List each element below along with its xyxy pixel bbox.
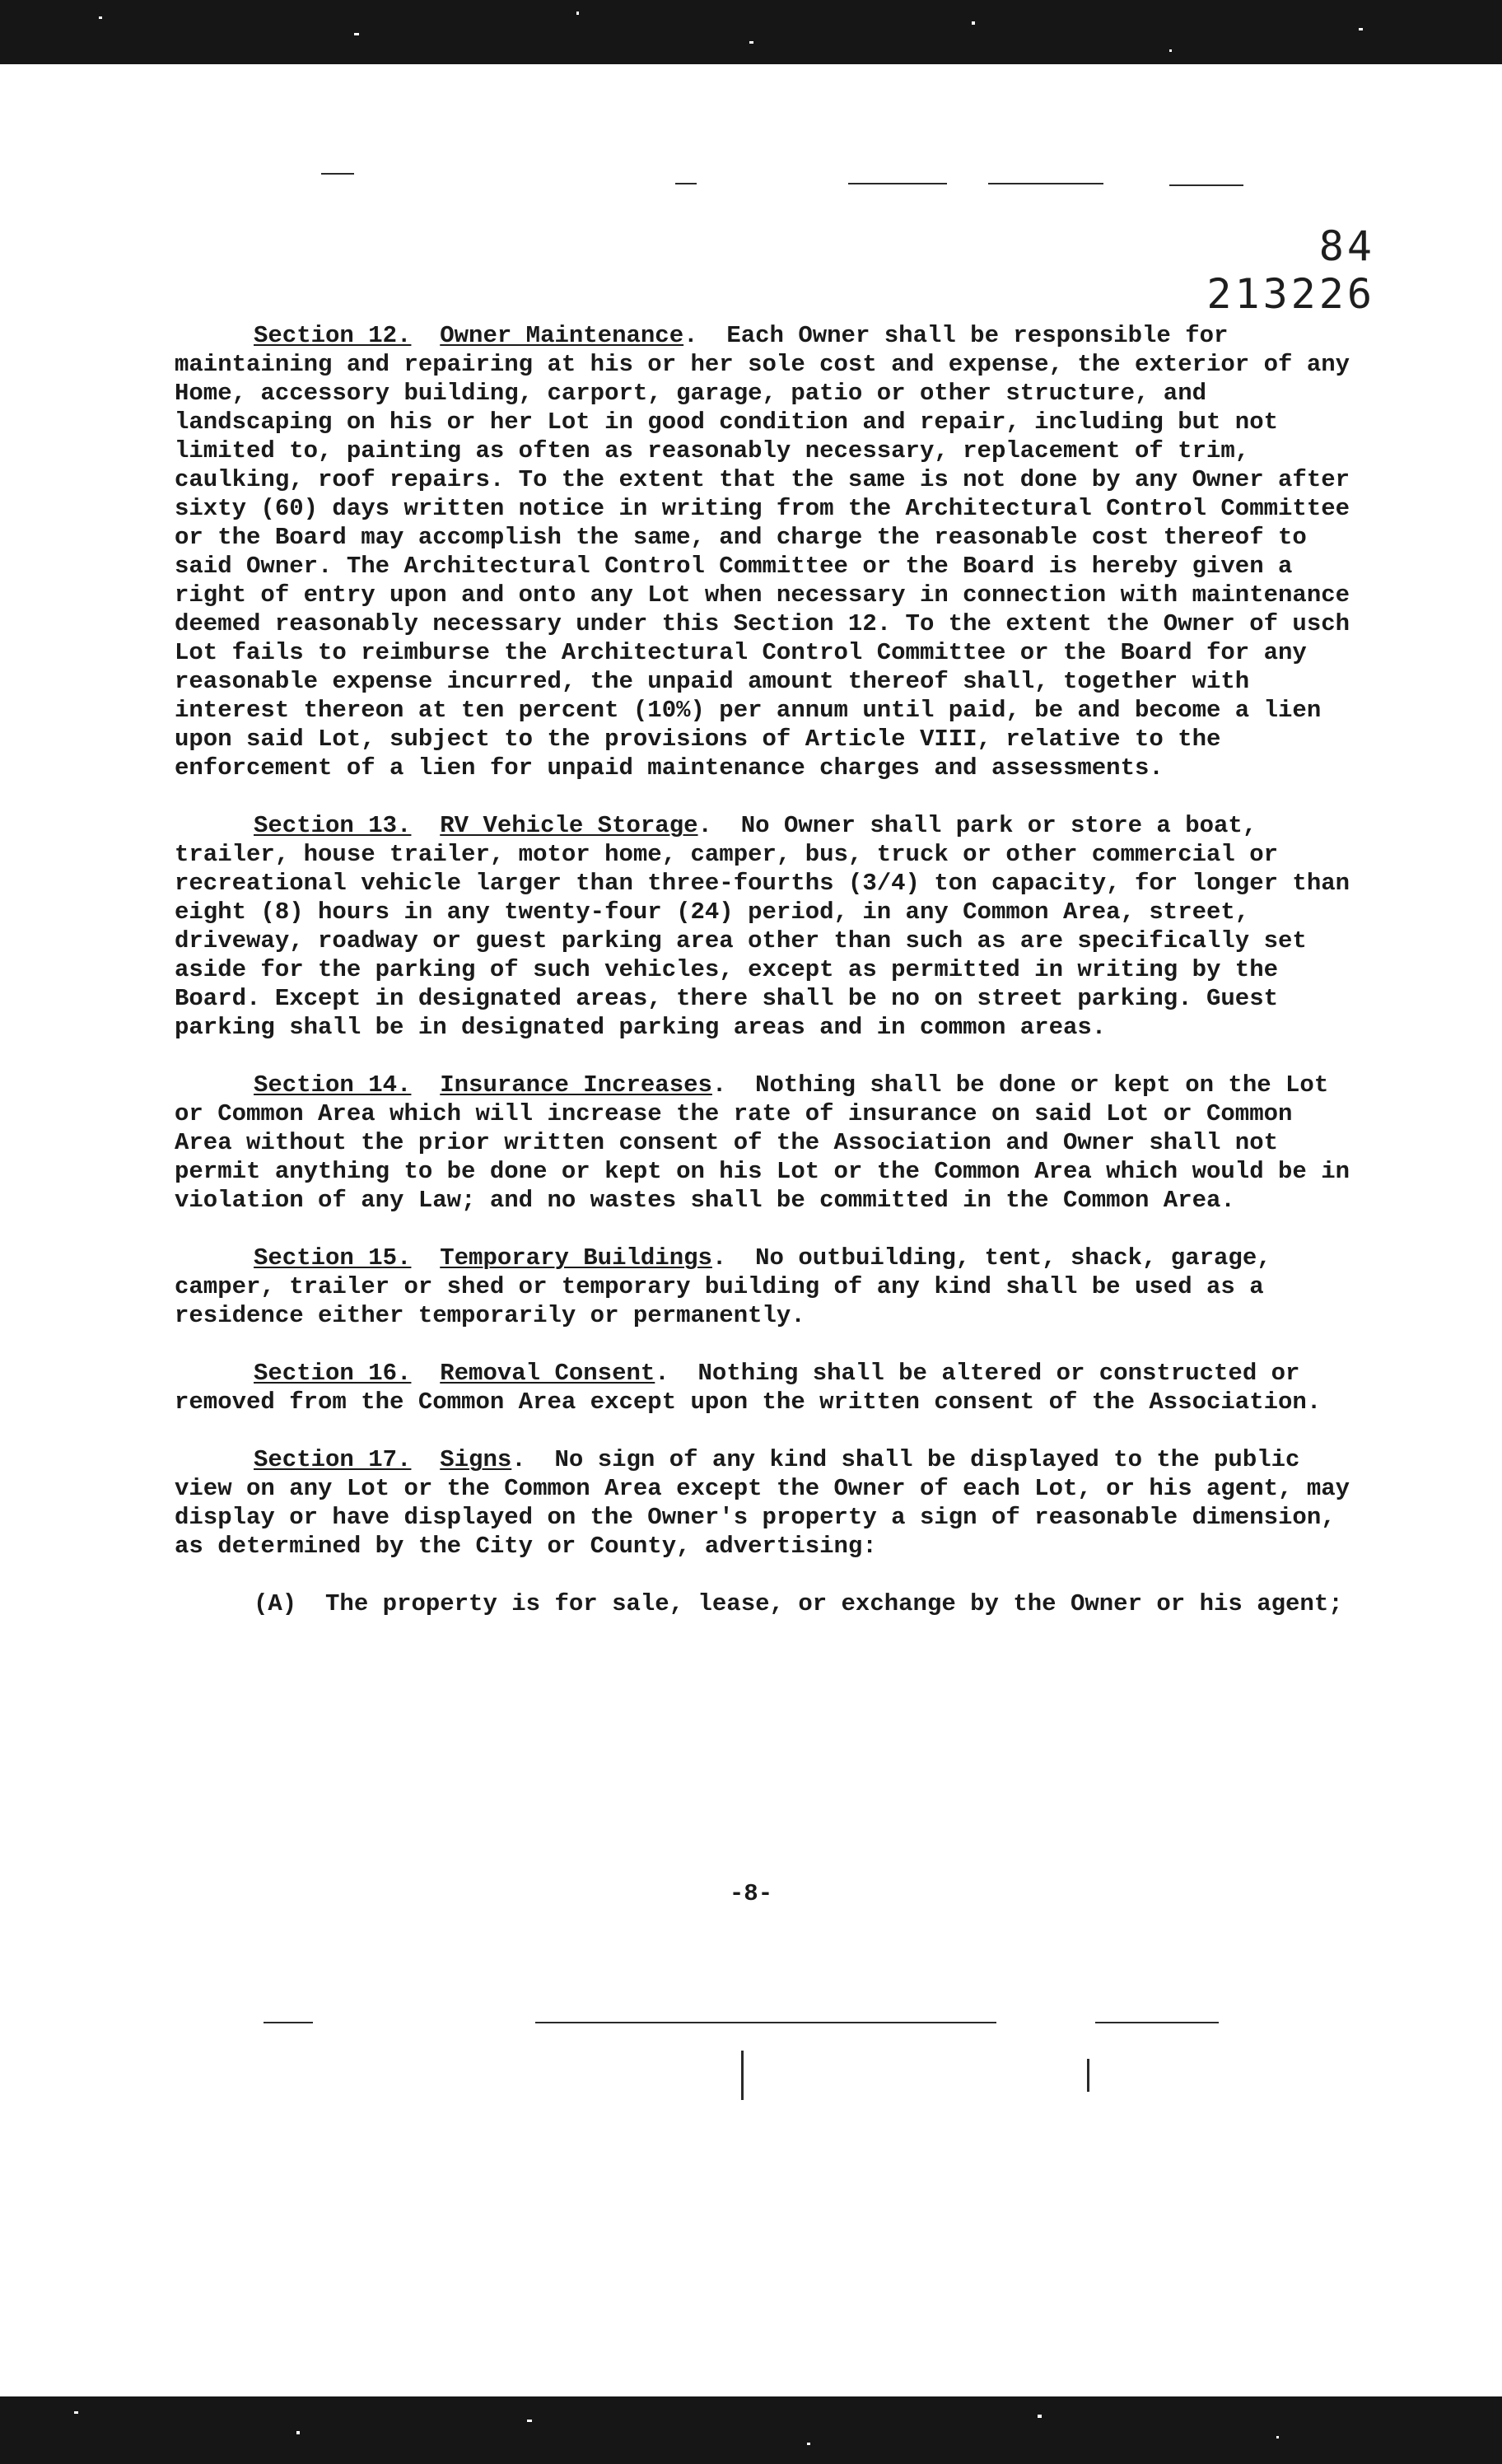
section-heading: Signs	[440, 1446, 512, 1473]
section-heading: RV Vehicle Storage	[440, 812, 698, 839]
section-14: Section 14. Insurance Increases. Nothing shall be done or kept on the Lot or Common Area which will increase the rate of insurance on said Lot or Common Area without the prior written consent of the Association and Owner shall not permit anything to be done or kept on his Lot or the Common Area which would be in violation of any Law; and no wastes shall be committed in the Common Area.	[175, 1071, 1350, 1214]
scan-noise	[848, 183, 947, 184]
section-label: Section 14.	[254, 1071, 412, 1099]
section-label: Section 17.	[254, 1446, 412, 1473]
section-heading: Removal Consent	[440, 1360, 655, 1387]
scan-noise	[321, 173, 354, 175]
scan-noise	[535, 2022, 996, 2023]
scan-bottom-border	[0, 2396, 1502, 2464]
section-heading: Insurance Increases	[440, 1071, 712, 1099]
section-text: No Owner shall park or store a boat, trailer, house trailer, motor home, camper, bus, truck or other commercial or recreational vehicle larger than three-fourths (3/4) ton capacity, for longer than eight (8) hours in any twenty-four (24) period, in any Common Area, street, driveway, roadway or guest parking area other than such as are specifically set aside for the parking of such vehicles, except as permitted in writing by the Board. Except in designated areas, there shall be no on street parking. Guest parking shall be in designated parking areas and in common areas.	[175, 812, 1350, 1041]
section-text: Nothing shall be altered or constructed or removed from the Common Area except upon the written consent of the Association.	[175, 1360, 1322, 1416]
section-12: Section 12. Owner Maintenance. Each Owner shall be responsible for maintaining and repairing at his or her sole cost and expense, the exterior of any Home, accessory building, carport, garage, patio or other structure, and landscaping on his or her Lot in good condition and repair, including but not limited to, painting as often as reasonably necessary, replacement of trim, caulking, roof repairs. To the extent that the same is not done by any Owner after sixty (60) days written notice in writing from the Architectural Control Committee or the Board may accomplish the same, and charge the reasonable cost thereof to said Owner. The Architectural Control Committee or the Board is hereby given a right of entry upon and onto any Lot when necessary in connection with maintenance deemed reasonably necessary under this Section 12. To the extent the Owner of usch Lot fails to reimburse the Architectural Control Committee or the Board for any reasonable expense incurred, the unpaid amount thereof shall, together with interest thereon at ten percent (10%) per annum until paid, be and become a lien upon said Lot, subject to the provisions of Article VIII, relative to the enforcement of a lien for unpaid maintenance charges and assessments.	[175, 322, 1350, 782]
scan-noise	[988, 183, 1103, 184]
section-16: Section 16. Removal Consent. Nothing shall be altered or constructed or removed from the Common Area except upon the written consent of the Association.	[175, 1360, 1322, 1416]
scan-noise	[1169, 184, 1243, 186]
section-label: Section 12.	[254, 322, 412, 349]
section-label: Section 15.	[254, 1244, 412, 1272]
scan-noise	[741, 2051, 744, 2100]
scan-noise	[1095, 2022, 1219, 2023]
item-text: The property is for sale, lease, or exchange by the Owner or his agent;	[325, 1590, 1343, 1617]
scan-noise	[675, 183, 697, 184]
section-text: No outbuilding, tent, shack, garage, camper, trailer or shed or temporary building of any kind shall be used as a residence either temporarily or permanently.	[175, 1244, 1271, 1329]
section-label: Section 13.	[254, 812, 412, 839]
item-a	[175, 1589, 1352, 1618]
item-label: (A)	[254, 1590, 297, 1617]
section-15: Section 15. Temporary Buildings. No outbuilding, tent, shack, garage, camper, trailer or shed or temporary building of any kind shall be used as a residence either temporarily or permanently.	[175, 1244, 1271, 1329]
section-heading: Owner Maintenance	[440, 322, 684, 349]
document-body	[175, 321, 1352, 1618]
section-17: Section 17. Signs. No sign of any kind shall be displayed to the public view on any Lot or the Common Area except the Owner of each Lot, or his agent, may display or have displayed on the Owner's property a sign of reasonable dimension, as determined by the City or County, advertising:	[175, 1446, 1350, 1560]
section-text: No sign of any kind shall be displayed to the public view on any Lot or the Common Area except the Owner of each Lot, or his agent, may display or have displayed on the Owner's property a sign of reasonable dimension, as determined by the City or County, advertising:	[175, 1446, 1350, 1560]
section-13: Section 13. RV Vehicle Storage. No Owner shall park or store a boat, trailer, house trailer, motor home, camper, bus, truck or other commercial or recreational vehicle larger than three-fourths (3/4) ton capacity, for longer than eight (8) hours in any twenty-four (24) period, in any Common Area, street, driveway, roadway or guest parking area other than such as are specifically set aside for the parking of such vehicles, except as permitted in writing by the Board. Except in designated areas, there shall be no on street parking. Guest parking shall be in designated parking areas and in common areas.	[175, 812, 1350, 1041]
scan-top-border	[0, 0, 1502, 64]
section-label: Section 16.	[254, 1360, 412, 1387]
page-number: -8-	[729, 1880, 773, 1907]
scan-noise	[1087, 2059, 1089, 2092]
scan-noise	[264, 2022, 313, 2023]
section-text: Nothing shall be done or kept on the Lot or Common Area which will increase the rate of insurance on said Lot or Common Area without the prior written consent of the Association and Owner shall not permit anything to be done or kept on his Lot or the Common Area which would be in violation of any Law; and no wastes shall be committed in the Common Area.	[175, 1071, 1350, 1214]
section-text: Each Owner shall be responsible for maintaining and repairing at his or her sole cost and expense, the exterior of any Home, accessory building, carport, garage, patio or other structure, and landscaping on his or her Lot in good condition and repair, including but not limited to, painting as often as reasonably necessary, replacement of trim, caulking, roof repairs. To the extent that the same is not done by any Owner after sixty (60) days written notice in writing from the Architectural Control Committee or the Board may accomplish the same, and charge the reasonable cost thereof to said Owner. The Architectural Control Committee or the Board is hereby given a right of entry upon and onto any Lot when necessary in connection with maintenance deemed reasonably necessary under this Section 12. To the extent the Owner of usch Lot fails to reimburse the Architectural Control Committee or the Board for any reasonable expense incurred, the unpaid amount thereof shall, together with interest thereon at ten percent (10%) per annum until paid, be and become a lien upon said Lot, subject to the provisions of Article VIII, relative to the enforcement of a lien for unpaid maintenance charges and assessments.	[175, 322, 1350, 782]
section-heading: Temporary Buildings	[440, 1244, 712, 1272]
recording-number: 84 213226	[1206, 222, 1375, 318]
